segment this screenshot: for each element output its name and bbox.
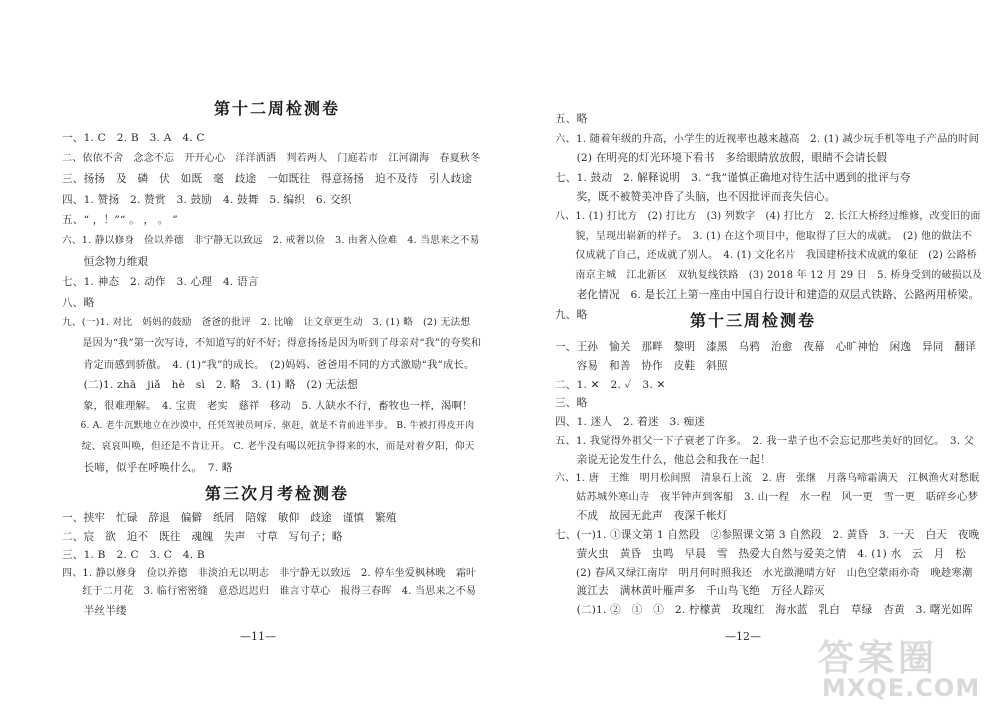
- answer-line: 四、1. 静以修身 俭以养德 非淡泊无以明志 非宁静无以致远 2. 停车坐爱枫林晚 霜叶: [62, 567, 477, 579]
- answer-line: 南京主城 江北新区 双轨复线铁路 (3) 2018 年 12 月 29 日 5. 桥身受到的破损以及: [555, 269, 983, 281]
- answer-line: 五、1. 我觉得外祖父一下子衰老了许多。 2. 我一辈子也不会忘记那些美好的回忆。 3. 父: [555, 435, 975, 447]
- answer-line: 三、扬扬 及 磷 伏 如既 毫 歧途 一如既往 得意扬扬 迫不及待 引人歧途: [62, 173, 473, 186]
- answer-line: 七、1. 神态 2. 动作 3. 心理 4. 语言: [62, 276, 259, 289]
- answer-line: 容易 和善 协作 皮鞋 斜照: [555, 359, 728, 372]
- answer-line: 二、1. ✕ 2. ✓ 3. ✕: [555, 378, 666, 391]
- answer-line: 七、(一)1. ①课文第 1 自然段 ②参照课文第 3 自然段 2. 黄昏 3. 一天 白天 夜晚: [555, 529, 980, 541]
- answer-line: 三、1. B 2. C 3. C 4. B: [62, 549, 205, 562]
- answer-line: 萤火虫 黄昏 虫鸣 早晨 雪 热爱大自然与爱美之情 4. (1) 水 云 月 松: [555, 547, 967, 560]
- answer-line: 亲说无论发生什么，他总会和我在一起！: [555, 453, 771, 466]
- answer-line: 七、1. 鼓动 2. 解释说明 3. “我”谨慎正确地对待生活中遇到的批评与夸: [555, 171, 911, 184]
- answer-line: 是因为“我”第一次写诗，不知道写的好不好；得意扬扬是因为听到了母亲对“我”的夸奖和: [62, 338, 482, 349]
- page-number-right: —12—: [725, 630, 761, 643]
- answer-line: 八、1. (1) 打比方 (2) 打比方 (3) 列数字 (4) 打比方 2. 长江大桥经过维修，改变旧的面: [555, 211, 981, 222]
- answer-line: 一、王孙 愉关 那畔 黎明 漆黑 乌鸦 治愈 夜幕 心旷神怡 闲逸 异同 翻译: [555, 341, 976, 353]
- answer-line: 五、略: [555, 113, 588, 125]
- answer-line: (2) 春风又绿江南岸 明月何时照我还 水光潋滟晴方好 山色空蒙雨亦奇 晚趁寒潮: [555, 566, 973, 579]
- answer-line: 红于二月花 3. 临行密密缝 意恐迟迟归 谁言寸草心 报得三春晖 4. 当思来之不易: [62, 586, 477, 598]
- watermark-url: MXQE.COM: [822, 674, 981, 702]
- watermark-logo: [800, 630, 990, 705]
- answer-line: 仅成就了自己，还成就了别人。 4. (1) 文化名片 我国建桥技术成就的象征 (2) 公路桥: [555, 250, 978, 262]
- answer-line: 八、略: [62, 296, 95, 309]
- answer-line: 四、1. 赞扬 2. 赞赏 3. 鼓励 4. 鼓舞 5. 编织 6. 交织: [62, 193, 352, 206]
- watermark-text: 答案圈: [818, 638, 939, 679]
- week13-title: 第十三周检测卷: [690, 311, 817, 330]
- answer-line: 奖，既不被赞美冲昏了头脑，也不因批评而丧失信心。: [555, 191, 836, 204]
- answer-line: 九、略: [555, 309, 588, 321]
- answer-line: 恒念物力维艰: [62, 255, 149, 268]
- answer-line: 五、“ ，！”“ 。 ， 。 ”: [62, 214, 178, 227]
- answer-line: 九、(一)1. 对比 妈妈的鼓励 爸爸的批评 2. 比喻 让文章更生动 3. (1) 略 (2) 无法想: [62, 317, 471, 329]
- answer-line: 六、1. 随着年级的升高，小学生的近视率也越来越高 2. (1) 减少玩手机等电子产品的时间: [555, 132, 979, 145]
- answer-line: 不成 故园无此声 夜深千帐灯: [555, 510, 728, 523]
- answer-line: (二)1. ② ① ① 2. 柠檬黄 玫瑰红 海水蓝 乳白 草绿 杏黄 3. 曙光如晖: [555, 604, 973, 617]
- answer-line: 渡江去 满林黄叶雁声多 千山鸟飞绝 万径人踪灭: [555, 585, 825, 598]
- answer-line: 半丝半缕: [62, 605, 127, 617]
- answer-line: 老化情况 6. 是长江上第一座由中国自行设计和建造的双层式铁路、公路两用桥梁。: [555, 289, 980, 302]
- answer-line: 二、宸 欲 迫不 既往 魂魄 失声 寸草 写句子；略: [62, 530, 343, 543]
- answer-line: 肯定而感到骄傲。 4. (1)“我”的成长。 (2)妈妈、爸爸用不同的方式激励“我”成长。: [62, 358, 475, 371]
- answer-line: 长啼，似乎在呼唤什么。 7. 略: [62, 461, 233, 474]
- answer-line: 四、1. 迷人 2. 着迷 3. 痴迷: [555, 416, 706, 429]
- answer-line: 二、依依不舍 念念不忘 开开心心 洋洋洒洒 判若两人 门庭若市 江河湖海 春夏秋冬: [62, 152, 481, 164]
- answer-line: (二)1. zhā jiǎ hè sì 2. 略 3. (1) 略 (2) 无法想: [62, 379, 358, 392]
- week12-title: 第十二周检测卷: [214, 99, 341, 118]
- answer-line: 一、1. C 2. B 3. A 4. C: [62, 132, 205, 144]
- answer-line: 6. A. 老牛沉默地立在沙漠中，任凭驾驶员呵斥、驱赶，就是不肯前进半步。 B. 牛被打得皮开肉: [62, 421, 475, 432]
- answer-line: (2) 在明亮的灯光环境下看书 多给眼睛放放假，眼睛不会请长假: [555, 152, 888, 165]
- answer-line: 六、1. 静以修身 俭以养德 非宁静无以致远 2. 戒奢以俭 3. 由奢入俭难 4. 当思来之不易: [62, 235, 480, 246]
- answer-line: 绽、哀哀叫唤，但还是不肯让开。 C. 老牛没有喝以死抗争得来的水，而是对着夕阳，仰天: [62, 441, 475, 452]
- answer-line: 三、略: [555, 397, 588, 410]
- answer-line: 貌，呈现出崭新的样子。 3. (1) 在这个项目中，他取得了巨大的成就。 (2) 他的做法不: [555, 230, 973, 242]
- right-page: [500, 0, 1000, 707]
- answer-line: 象，很难理解。 4. 宝贵 老实 慈祥 移动 5. 人缺水不行，畜牧也一样，渴啊！: [62, 399, 473, 412]
- month3-title: 第三次月考检测卷: [205, 484, 350, 503]
- answer-line: 六、1. 唐 王维 明月松间照 清泉石上流 2. 唐 张继 月落乌啼霜满天 江枫渔火对愁眠: [555, 472, 980, 484]
- answer-line: 一、挟牢 忙碌 辞退 偏僻 纸屑 陪嫁 敏仰 歧途 谨慎 繁殖: [62, 512, 397, 524]
- answer-line: 姑苏城外寒山寺 夜半钟声到客船 3. 山一程 水一程 风一更 雪一更 聒碎乡心梦: [555, 491, 979, 504]
- page-number-left: —11—: [240, 630, 276, 643]
